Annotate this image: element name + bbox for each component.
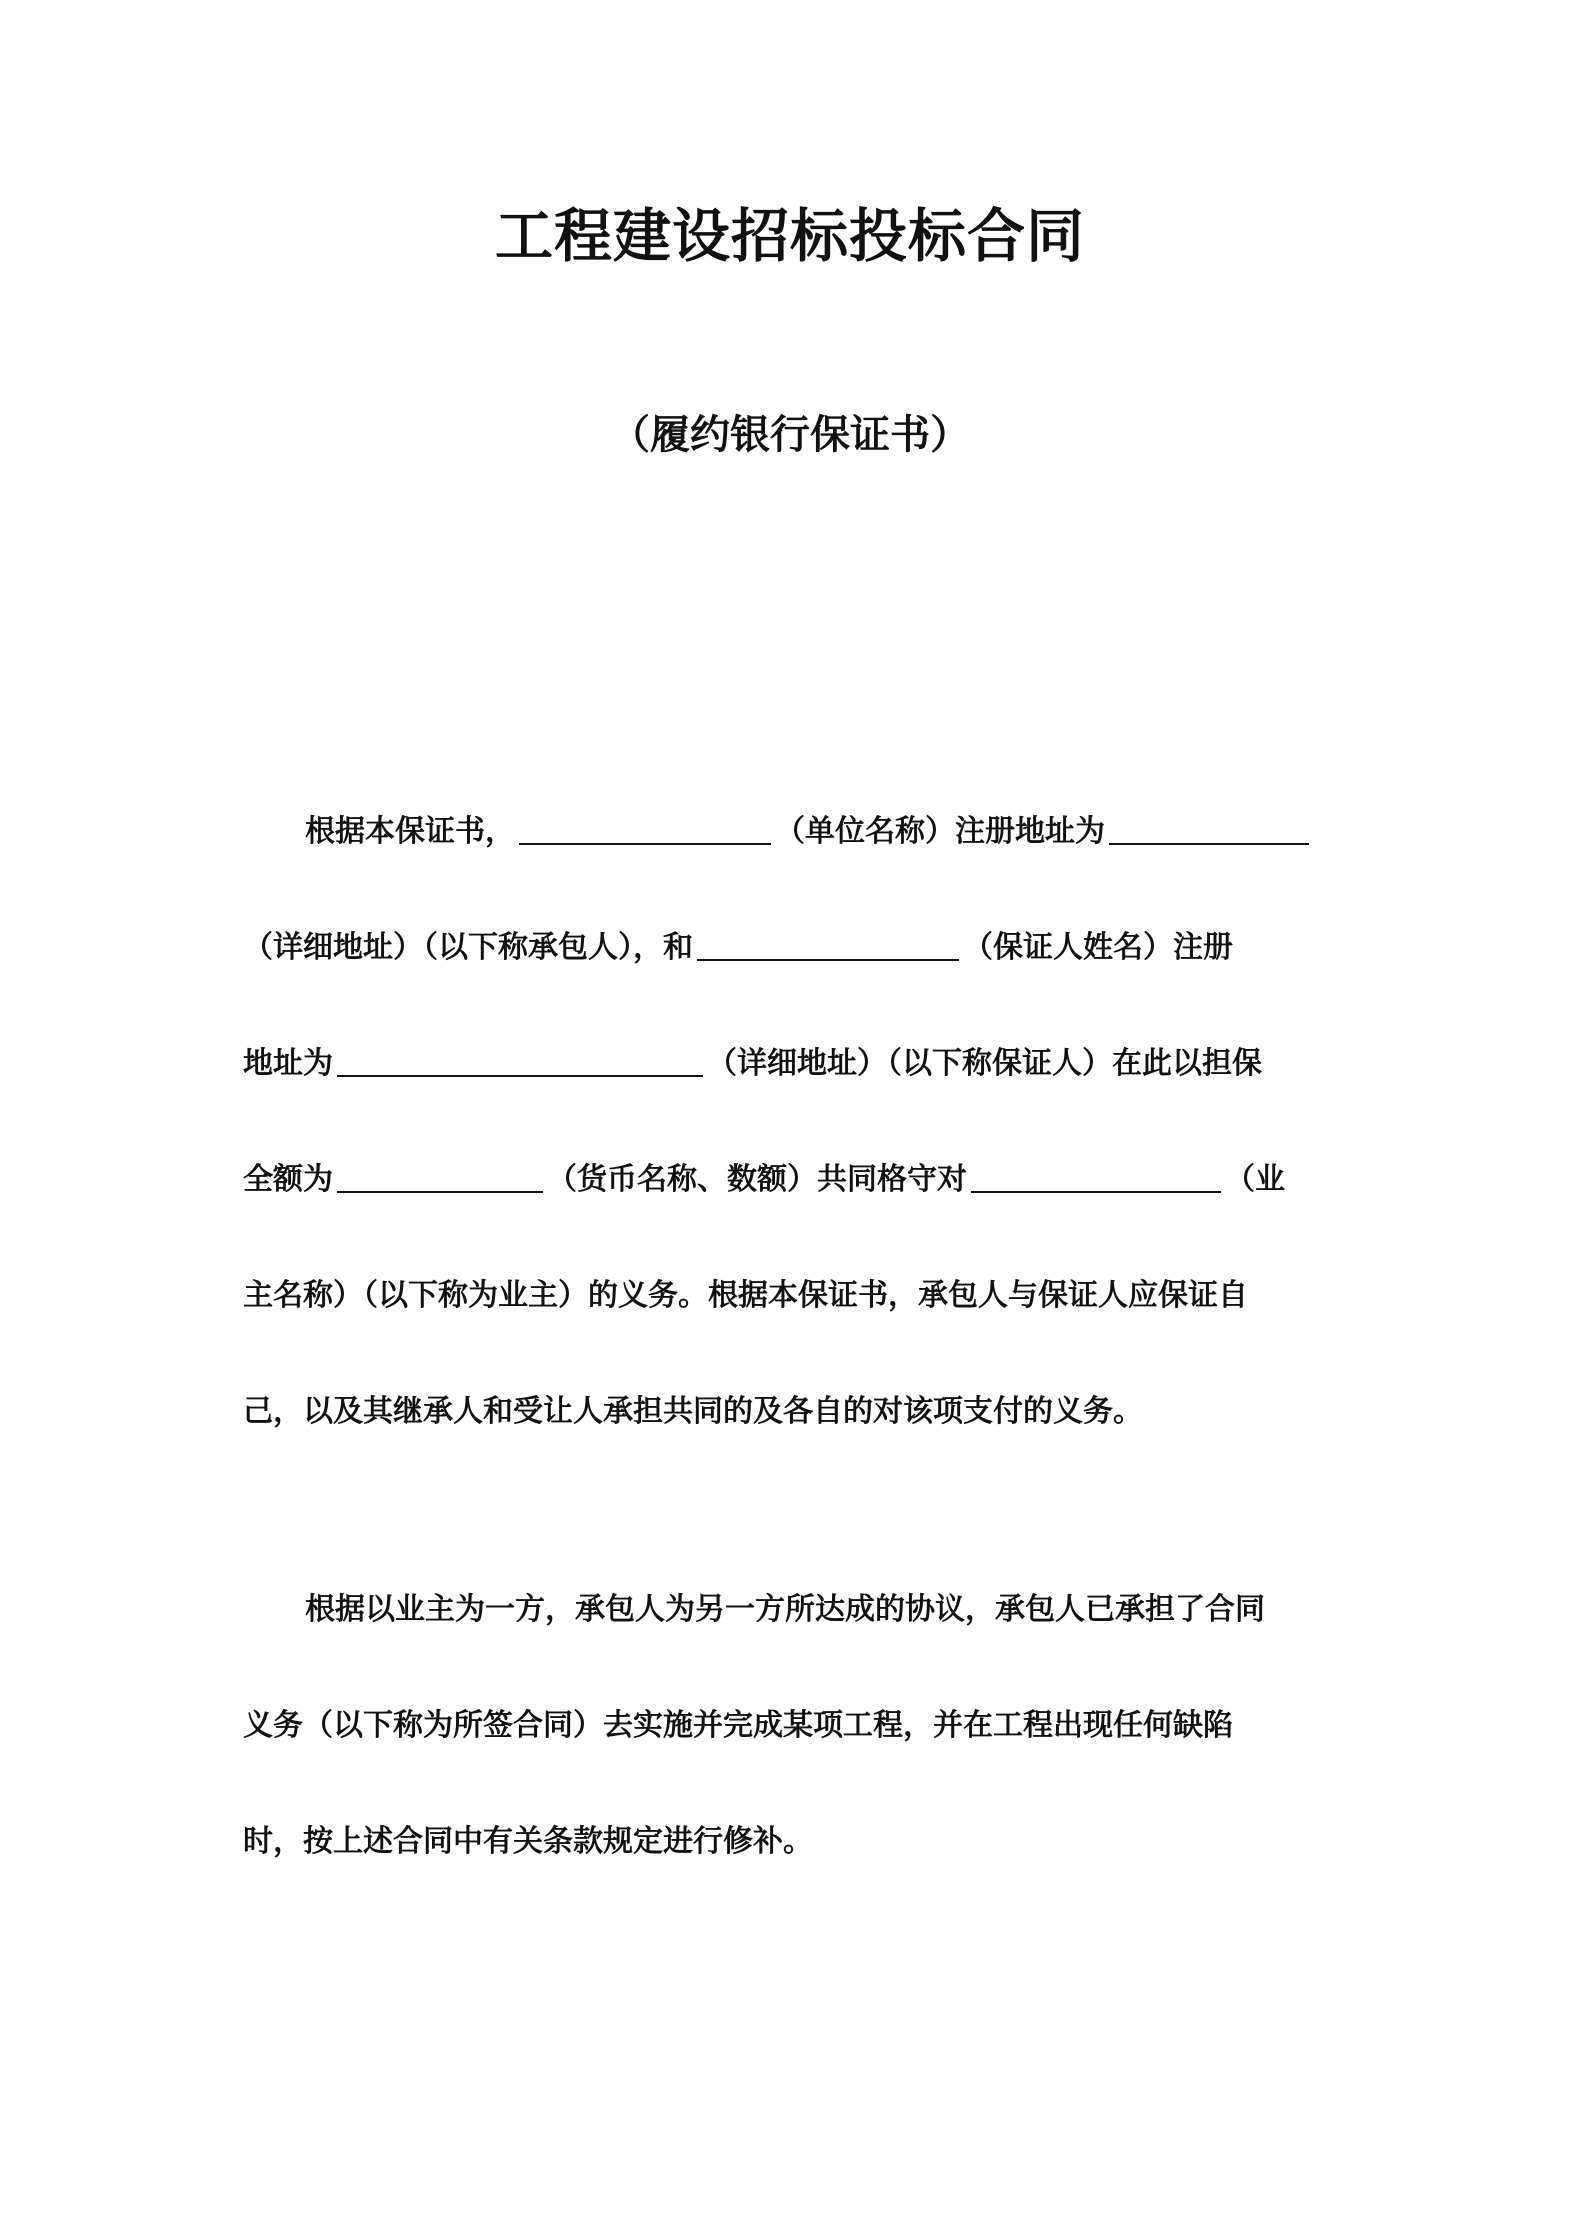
registered-address-blank[interactable]	[1109, 811, 1309, 845]
paragraph-2-line-3: 时，按上述合同中有关条款规定进行修补。	[243, 1824, 813, 1859]
paragraph-1-line-5: 主名称）（以下称为业主）的义务。根据本保证书，承包人与保证人应保证自	[243, 1278, 1248, 1313]
paragraph-1-line-2: （详细地址）（以下称承包人），和 （保证人姓名）注册	[243, 926, 1233, 970]
paragraph-1-line-4: 全额为 （货币名称、数额）共同格守对 （业	[243, 1158, 1285, 1202]
paragraph-1-line-6: 己，以及其继承人和受让人承担共同的及各自的对该项支付的义务。	[243, 1394, 1143, 1429]
paragraph-2-line-1: 根据以业主为一方，承包人为另一方所达成的协议，承包人已承担了合同	[305, 1592, 1265, 1627]
owner-name-blank[interactable]	[971, 1159, 1221, 1193]
guarantor-address-blank[interactable]	[337, 1043, 703, 1077]
paragraph-1-line-3: 地址为 （详细地址）（以下称保证人）在此以担保	[243, 1042, 1262, 1086]
paragraph-2-line-2: 义务（以下称为所签合同）去实施并完成某项工程，并在工程出现任何缺陷	[243, 1708, 1233, 1743]
guarantor-name-blank[interactable]	[697, 927, 959, 961]
document-subtitle: （履约银行保证书）	[610, 412, 970, 458]
guarantee-amount-blank[interactable]	[337, 1159, 543, 1193]
unit-name-blank[interactable]	[519, 811, 771, 845]
paragraph-1-line-1: 根据本保证书， （单位名称）注册地址为	[305, 810, 1313, 854]
document-title: 工程建设招标投标合同	[494, 202, 1085, 270]
